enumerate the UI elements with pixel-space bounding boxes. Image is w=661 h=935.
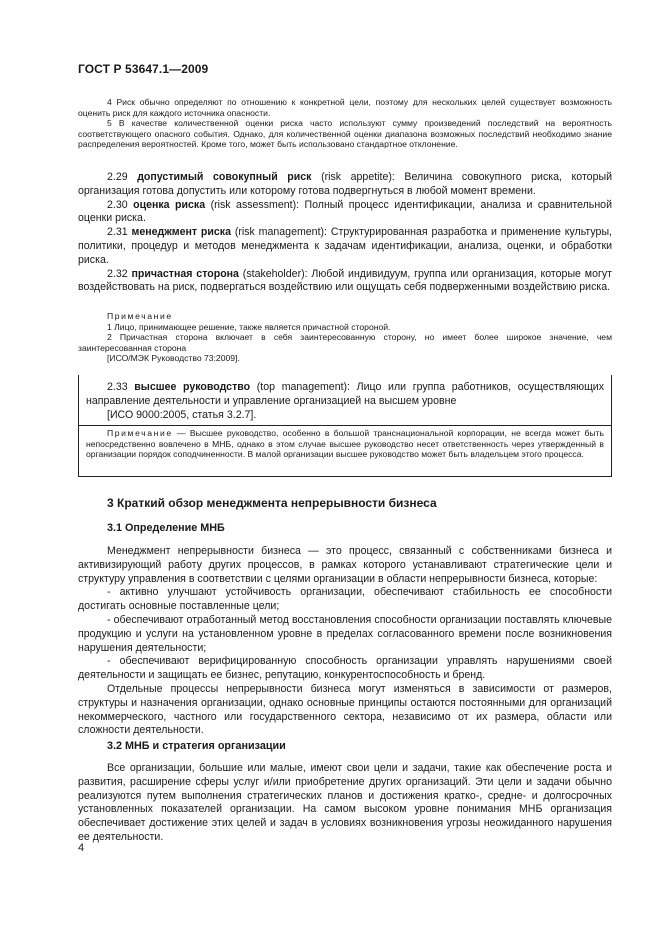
term-definition: (risk appetite): Величина совокупного риска, который организация готова допустить или которому готова подвергнуться в любой момент времени.: [78, 171, 612, 197]
term-number: 2.32: [107, 267, 128, 280]
terms-block: [78, 171, 612, 295]
term-title: оценка риска: [133, 198, 206, 211]
note-5: 5 В качестве количественной оценки риска часто используют сумму произведений последствий на вероятность соответствующего опасного события. Однако, для количественной оценки диапазона возможных последствий необходимо знание распределения вероятностей. Кроме того, может быть использовано стандартное отклонение.: [78, 118, 612, 150]
term-title: менеджмент риска: [131, 226, 231, 239]
term-title: высшее руководство: [134, 381, 251, 393]
subsection-3-2-title: 3.2 МНБ и стратегия организации: [107, 740, 286, 752]
note-text: — Высшее руководство, особенно в большой транснациональной корпорации, не всегда может быть непосредственно вовлечено в МНБ, однако в этом случае высшее руководство несет ответственность через утвержденный в организации порядок соподчиненности. В малой организации высшее руководство может быть владельцем этого процесса.: [86, 428, 604, 460]
term-definition: (stakeholder): Любой индивидуум, группа или организация, которые могут воздействовать на риск, подвергаться воздействию или ощущать себя подверженными воздействию риска.: [78, 267, 612, 294]
term-definition: (top management): Лицо или группа работников, осуществляющих направление деятельности и управление организацией на высшем уровне: [86, 381, 605, 407]
box-divider: [78, 425, 612, 426]
note-label: Примечание: [107, 311, 173, 321]
term-2-32: [78, 268, 612, 296]
section-3-title: 3 Краткий обзор менеджмента непрерывности бизнеса: [107, 496, 437, 510]
list-item: - обеспечивают верифицированную способность организации управлять нарушениями своей деятельности и защищать ее бизнес, репутацию, конкурентоспособность и бренд.: [78, 655, 612, 682]
note-item-2: 2 Причастная сторона включает в себя заинтересованную сторону, но имеет более широкое значение, чем заинтересованная сторона: [78, 332, 612, 353]
term-definition: (risk assessment): Полный процесс идентификации, анализа и сравнительной оценки риска.: [78, 198, 612, 225]
note-label: Примечание: [107, 428, 173, 438]
note-item-1: 1 Лицо, принимающее решение, также является причастной стороной.: [107, 321, 391, 332]
subsection-3-2-body: [78, 762, 612, 845]
subsection-3-1-title: 3.1 Определение МНБ: [107, 522, 225, 534]
note-2-32: [78, 311, 612, 364]
paragraph: Отдельные процессы непрерывности бизнеса могут изменяться в зависимости от размеров, структуры и назначения организации, однако основные принципы остаются постоянными для организаций некоммерческого, частного или государственного сектора, независимо от их размера, области или сложности деятельности.: [78, 682, 612, 737]
notes-top: [78, 97, 612, 150]
term-definition: (risk management): Структурированная разработка и применение культуры, политики, процедур и методов менеджмента к задачам идентификации, анализа, оценки, и обработки риска.: [78, 226, 612, 266]
term-2-33: [86, 381, 604, 422]
term-2-29: [78, 171, 612, 199]
term-number: 2.33: [107, 381, 128, 393]
term-source: [ИСО 9000:2005, статья 3.2.7].: [107, 408, 257, 421]
term-number: 2.31: [107, 226, 128, 239]
paragraph: Все организации, большие или малые, имеют свои цели и задачи, такие как обеспечение роста и развития, расширение сферы услуг и/или приобретение других организаций. Эти цели и задачи обычно реализуются путем выполнения стратегических планов и достижения кратко-, средне- и долгосрочных установленных показателей организации. На самом высоком уровне понимания МНБ организация обеспечивает достижение этих целей и задач в условиях возникновения угрозы неожиданного нарушения ее деятельности.: [78, 762, 612, 843]
term-title: причастная сторона: [131, 267, 239, 280]
subsection-3-1-body: [78, 545, 612, 738]
term-number: 2.29: [107, 171, 128, 183]
term-2-30: [78, 199, 612, 227]
note-4: 4 Риск обычно определяют по отношению к конкретной цели, поэтому для нескольких целей существует возможность оценить риск для каждого источника опасности.: [78, 97, 612, 118]
term-2-33-note: [86, 428, 604, 460]
term-title: допустимый совокупный риск: [137, 171, 312, 183]
term-number: 2.30: [107, 198, 128, 211]
list-item: - активно улучшают устойчивость организации, обеспечивают стабильность ее способности достигать основные поставленные цели;: [78, 586, 612, 613]
document-header: ГОСТ Р 53647.1—2009: [78, 62, 209, 76]
note-source: [ИСО/МЭК Руководство 73:2009].: [107, 353, 240, 364]
paragraph: Менеджмент непрерывности бизнеса — это процесс, связанный с собственниками бизнеса и активизирующий работу других процессов, в рамках которого устанавливают стратегические цели и структуру управления в соответствии с целями организации в области непрерывности бизнеса, которые:: [78, 545, 612, 585]
term-2-31: [78, 226, 612, 267]
list-item: - обеспечивают отработанный метод восстановления способности организации поставлять ключевые продукцию и услуги на установленном уровне в пределах согласованного времени после возникновения нарушения деятельности;: [78, 613, 612, 654]
page-number: 4: [78, 842, 85, 854]
